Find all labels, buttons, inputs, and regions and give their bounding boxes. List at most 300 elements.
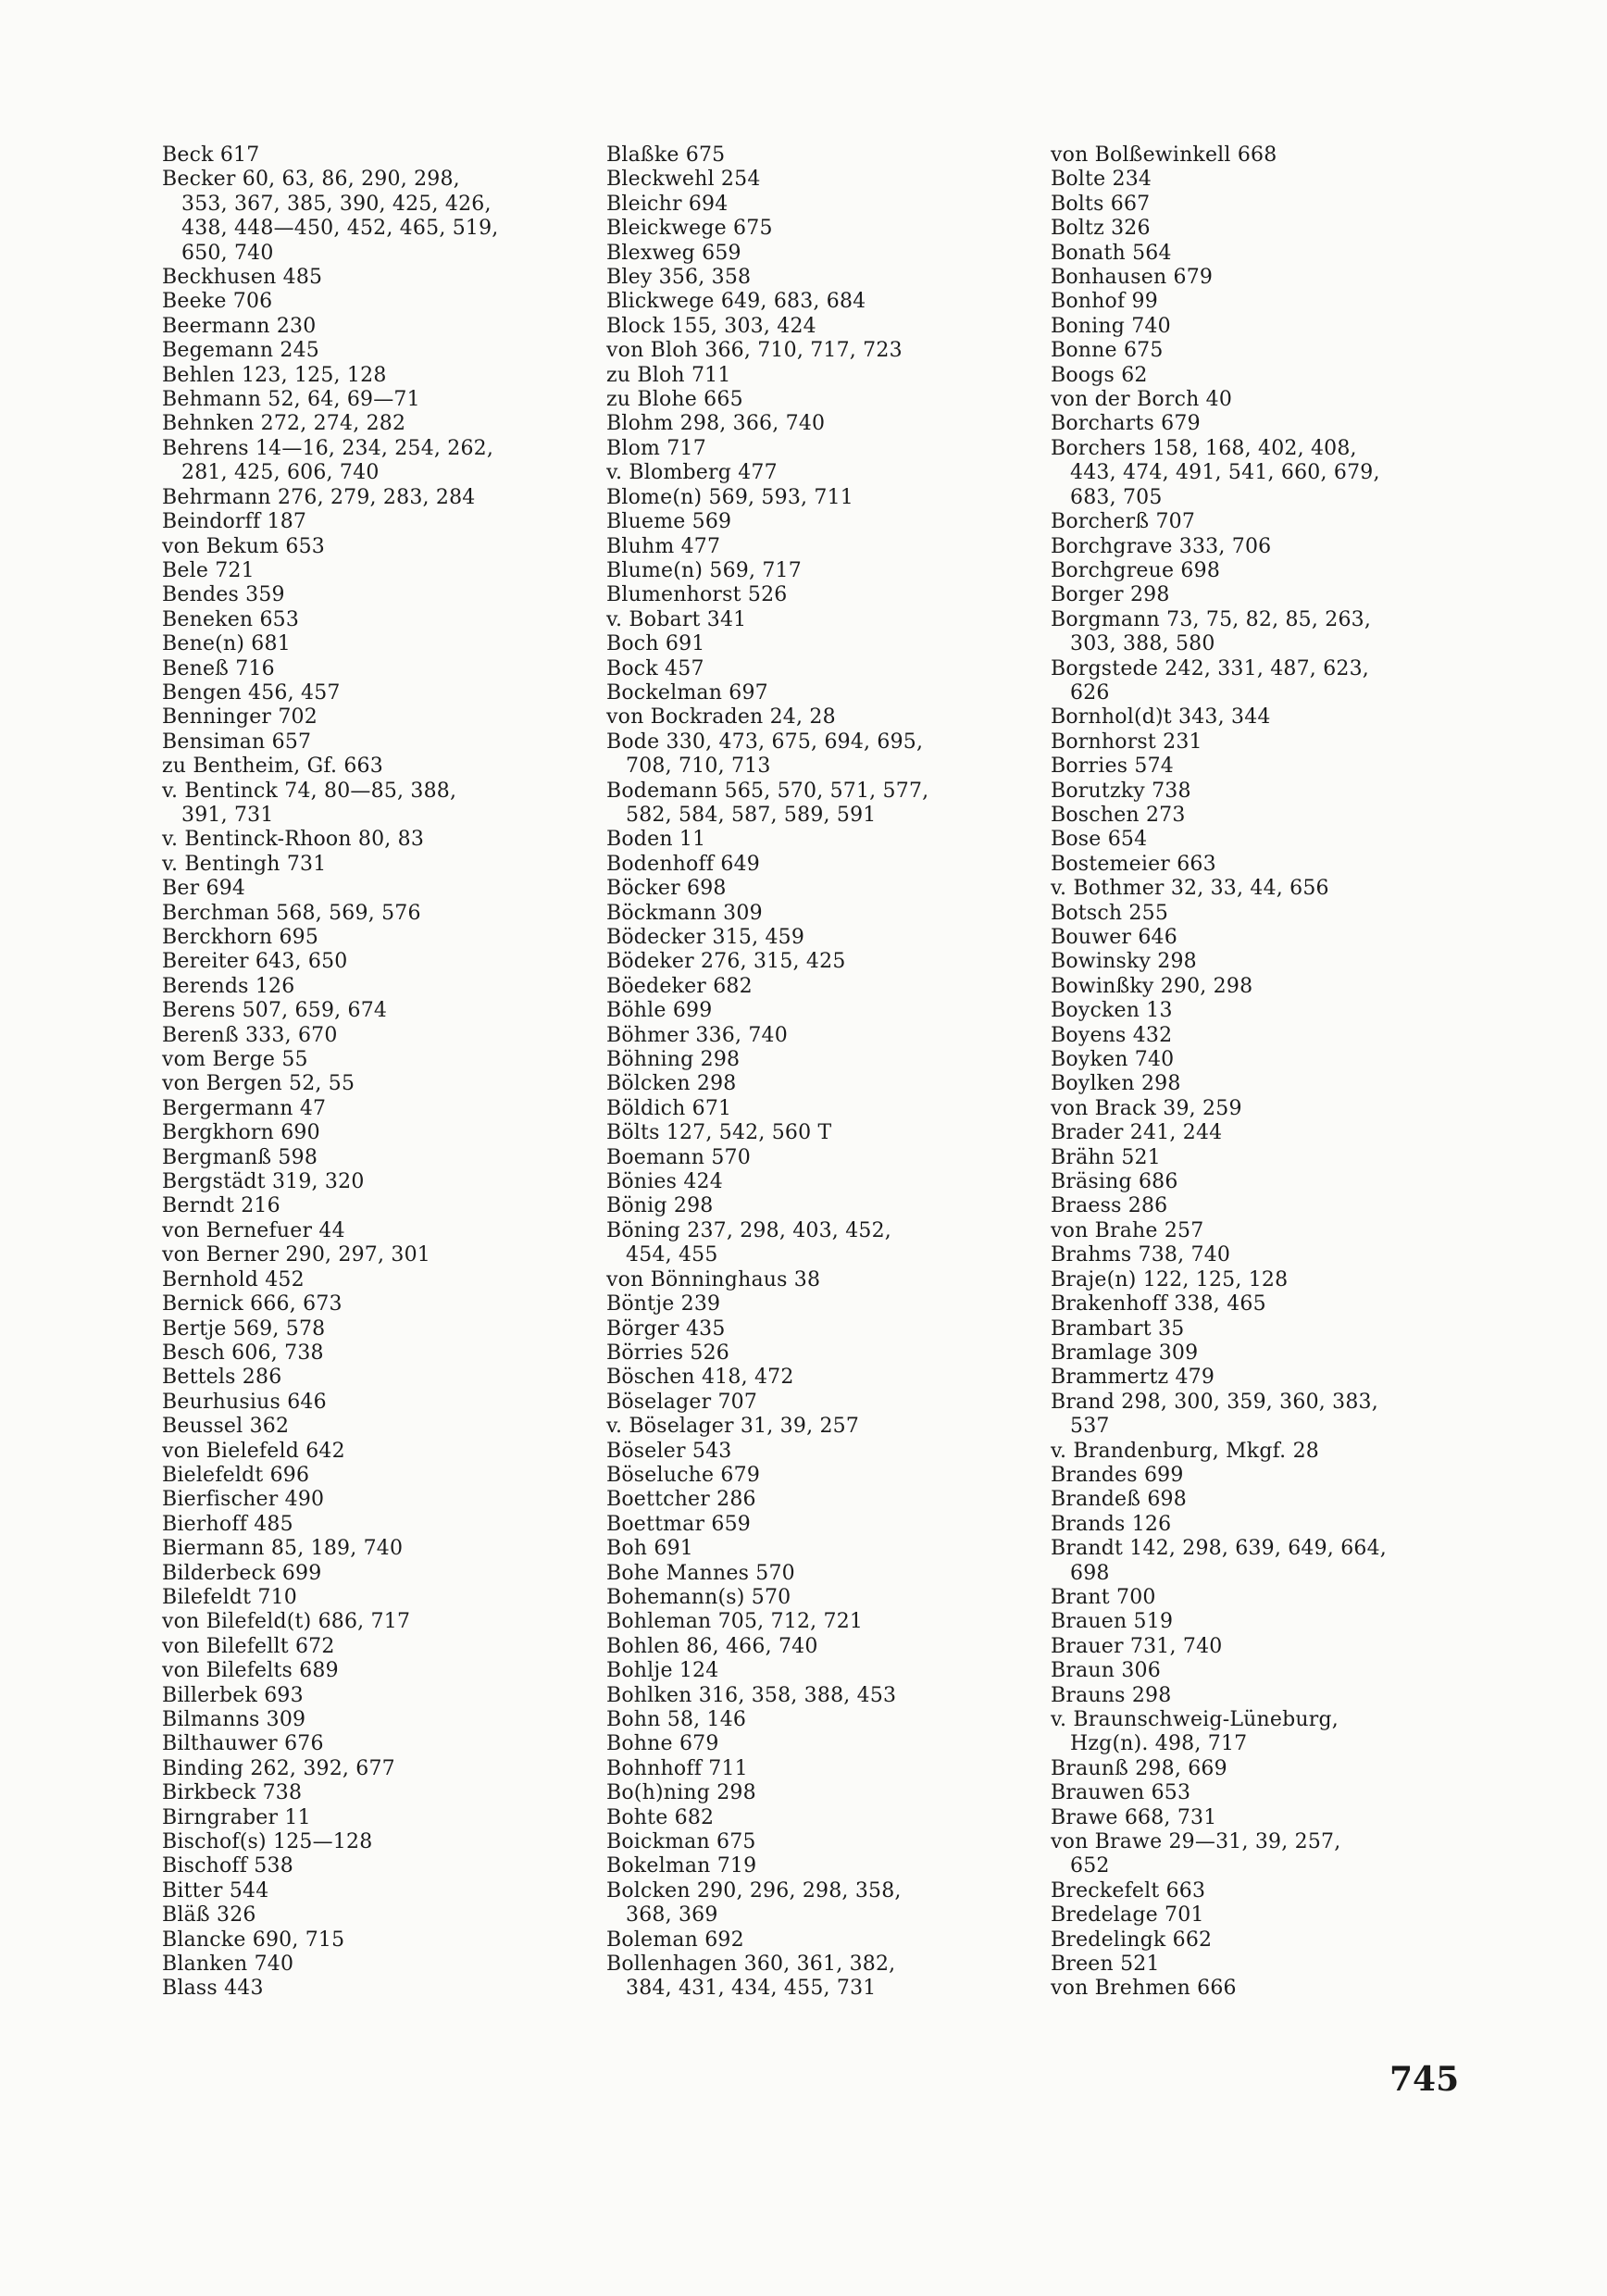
index-line: Böckmann 309 bbox=[606, 901, 763, 925]
index-entry bbox=[1051, 510, 1486, 534]
index-entry bbox=[162, 1537, 597, 1561]
index-line: von Bielefeld 642 bbox=[162, 1439, 345, 1463]
index-entry bbox=[606, 1830, 1041, 1854]
index-entry bbox=[1051, 315, 1486, 339]
index-entry bbox=[606, 1537, 1041, 1561]
index-entry bbox=[162, 1219, 597, 1243]
index-line: Billerbek 693 bbox=[162, 1683, 304, 1707]
index-entry bbox=[606, 1928, 1041, 1953]
index-line: Bolte 234 bbox=[1051, 168, 1152, 192]
index-entry bbox=[162, 1194, 597, 1218]
index-entry bbox=[606, 559, 1041, 583]
index-entry bbox=[162, 1610, 597, 1634]
index-line: Blanken 740 bbox=[162, 1953, 294, 1977]
index-entry bbox=[606, 1953, 1041, 2002]
index-line: Braess 286 bbox=[1051, 1194, 1168, 1218]
index-line: Bredelage 701 bbox=[1051, 1903, 1204, 1928]
index-entry bbox=[162, 1366, 597, 1390]
index-entry bbox=[1051, 1243, 1486, 1267]
index-line: Bonhausen 679 bbox=[1051, 266, 1214, 290]
index-line: Bokelman 719 bbox=[606, 1854, 757, 1878]
index-line: 650, 740 bbox=[181, 241, 274, 265]
index-entry bbox=[1051, 975, 1486, 999]
index-line: Boch 691 bbox=[606, 632, 705, 656]
index-line: Botsch 255 bbox=[1051, 901, 1169, 925]
index-line: Behmann 52, 64, 69—71 bbox=[162, 388, 420, 412]
index-entry bbox=[1051, 217, 1486, 241]
index-line: 582, 584, 587, 589, 591 bbox=[626, 803, 877, 827]
index-entry bbox=[1051, 535, 1486, 559]
index-line: Bohne 679 bbox=[606, 1732, 719, 1756]
index-line: Bley 356, 358 bbox=[606, 266, 752, 290]
index-entry bbox=[606, 1586, 1041, 1610]
index-entry bbox=[1051, 780, 1486, 804]
index-line: Böcker 698 bbox=[606, 877, 727, 901]
index-line: von Bolßewinkell 668 bbox=[1051, 144, 1277, 167]
index-line: Bilderbeck 699 bbox=[162, 1561, 322, 1585]
index-entry bbox=[162, 486, 597, 510]
index-line: von Brack 39, 259 bbox=[1051, 1096, 1242, 1120]
index-entry bbox=[162, 1977, 597, 2001]
index-line: Bödecker 315, 459 bbox=[606, 926, 805, 949]
index-line: Bohemann(s) 570 bbox=[606, 1585, 791, 1609]
index-entry bbox=[162, 1757, 597, 1781]
index-entry bbox=[1051, 339, 1486, 363]
index-line: Brandt 142, 298, 639, 649, 664, bbox=[1051, 1537, 1387, 1561]
index-entry bbox=[162, 583, 597, 607]
index-entry bbox=[162, 388, 597, 412]
index-entry bbox=[606, 217, 1041, 241]
index-entry bbox=[606, 266, 1041, 290]
index-line: Bergkhorn 690 bbox=[162, 1121, 320, 1145]
index-entry bbox=[606, 999, 1041, 1023]
index-entry bbox=[1051, 1097, 1486, 1121]
index-entry bbox=[606, 853, 1041, 877]
index-line: Beneß 716 bbox=[162, 656, 275, 680]
index-entry bbox=[606, 193, 1041, 217]
index-entry bbox=[1051, 1194, 1486, 1218]
index-line: Böseluche 679 bbox=[606, 1463, 761, 1487]
index-entry bbox=[1051, 437, 1486, 510]
index-entry bbox=[1051, 1366, 1486, 1390]
index-line: Brandeß 698 bbox=[1051, 1488, 1187, 1512]
index-entry bbox=[606, 1684, 1041, 1708]
index-line: Bohlken 316, 358, 388, 453 bbox=[606, 1683, 897, 1707]
index-line: Bolts 667 bbox=[1051, 192, 1151, 216]
index-line: Bohn 58, 146 bbox=[606, 1708, 747, 1731]
index-entry bbox=[606, 1317, 1041, 1341]
index-line: Brand 298, 300, 359, 360, 383, bbox=[1051, 1390, 1378, 1414]
index-line: Böseler 543 bbox=[606, 1439, 732, 1463]
index-line: Börger 435 bbox=[606, 1316, 726, 1341]
index-entry bbox=[162, 780, 597, 829]
index-line: Börries 526 bbox=[606, 1341, 729, 1365]
index-entry bbox=[162, 168, 597, 266]
index-line: Blume(n) 569, 717 bbox=[606, 558, 802, 582]
index-entry bbox=[162, 266, 597, 290]
index-entry bbox=[162, 1562, 597, 1586]
index-entry bbox=[1051, 1757, 1486, 1781]
index-line: 391, 731 bbox=[181, 803, 274, 827]
index-line: Blickwege 649, 683, 684 bbox=[606, 290, 866, 314]
index-line: Borgmann 73, 75, 82, 85, 263, bbox=[1051, 607, 1372, 631]
index-line: Borger 298 bbox=[1051, 583, 1170, 607]
index-line: Berens 507, 659, 674 bbox=[162, 999, 388, 1023]
index-entry bbox=[162, 290, 597, 314]
index-entry bbox=[606, 1781, 1041, 1805]
index-line: von Brawe 29—31, 39, 257, bbox=[1051, 1830, 1341, 1854]
index-entry bbox=[606, 1879, 1041, 1928]
index-entry bbox=[606, 315, 1041, 339]
index-line: 454, 455 bbox=[626, 1243, 718, 1267]
index-line: Blass 443 bbox=[162, 1977, 264, 2001]
index-line: Bleckwehl 254 bbox=[606, 168, 761, 192]
index-entry bbox=[606, 632, 1041, 656]
index-entry bbox=[162, 1121, 597, 1145]
index-entry bbox=[1051, 1121, 1486, 1145]
index-entry bbox=[1051, 1586, 1486, 1610]
index-line: Bouwer 646 bbox=[1051, 926, 1177, 949]
index-line: Hzg(n). 498, 717 bbox=[1070, 1732, 1248, 1756]
index-entry bbox=[1051, 1513, 1486, 1537]
index-line: von Bilefellt 672 bbox=[162, 1634, 335, 1658]
index-line: Bereiter 643, 650 bbox=[162, 950, 348, 974]
index-entry bbox=[162, 510, 597, 534]
index-line: Berckhorn 695 bbox=[162, 926, 319, 949]
index-line: von Bönninghaus 38 bbox=[606, 1267, 821, 1292]
index-entry bbox=[606, 1292, 1041, 1316]
index-entry bbox=[162, 1440, 597, 1464]
index-line: v. Bentingh 731 bbox=[162, 852, 327, 876]
index-line: Borcharts 679 bbox=[1051, 412, 1201, 436]
index-line: v. Bentinck-Rhoon 80, 83 bbox=[162, 828, 425, 852]
index-entry bbox=[1051, 1903, 1486, 1928]
index-line: Bödeker 276, 315, 425 bbox=[606, 950, 846, 974]
index-line: Borchgreue 698 bbox=[1051, 558, 1221, 582]
index-entry bbox=[1051, 1072, 1486, 1096]
index-entry bbox=[1051, 242, 1486, 266]
index-entry bbox=[162, 339, 597, 363]
index-line: Boemann 570 bbox=[606, 1145, 751, 1169]
index-line: Behnken 272, 274, 282 bbox=[162, 412, 406, 436]
index-entry bbox=[606, 1610, 1041, 1634]
index-line: Böldich 671 bbox=[606, 1096, 732, 1120]
index-entry bbox=[162, 1732, 597, 1756]
index-entry bbox=[162, 657, 597, 681]
index-line: Boettcher 286 bbox=[606, 1488, 756, 1512]
index-entry bbox=[1051, 1292, 1486, 1316]
index-line: Beurhusius 646 bbox=[162, 1390, 327, 1414]
index-line: 368, 369 bbox=[626, 1903, 718, 1928]
index-line: Bönig 298 bbox=[606, 1194, 714, 1218]
index-line: Bluhm 477 bbox=[606, 534, 721, 558]
index-line: Bohlje 124 bbox=[606, 1659, 719, 1683]
index-line: Bilefeldt 710 bbox=[162, 1585, 297, 1609]
index-entry bbox=[162, 535, 597, 559]
index-line: vom Berge 55 bbox=[162, 1048, 308, 1072]
index-line: Brawe 668, 731 bbox=[1051, 1805, 1217, 1829]
index-line: von Bergen 52, 55 bbox=[162, 1072, 355, 1096]
index-entry bbox=[1051, 168, 1486, 192]
index-entry bbox=[162, 1781, 597, 1805]
index-entry bbox=[162, 1953, 597, 1977]
index-line: Berchman 568, 569, 576 bbox=[162, 901, 421, 925]
index-line: 443, 474, 491, 541, 660, 679, bbox=[1070, 461, 1380, 485]
index-line: Bierhoff 485 bbox=[162, 1512, 293, 1536]
index-entry bbox=[1051, 1464, 1486, 1488]
index-entry bbox=[1051, 804, 1486, 828]
index-line: Blueme 569 bbox=[606, 510, 732, 534]
index-entry bbox=[606, 168, 1041, 192]
index-line: Beck 617 bbox=[162, 144, 260, 167]
index-line: Böschen 418, 472 bbox=[606, 1366, 794, 1390]
index-entry bbox=[1051, 1391, 1486, 1440]
index-line: Birngraber 11 bbox=[162, 1805, 311, 1829]
index-line: Blancke 690, 715 bbox=[162, 1928, 345, 1952]
index-line: Behlen 123, 125, 128 bbox=[162, 363, 387, 387]
index-entry bbox=[1051, 559, 1486, 583]
index-entry bbox=[162, 1635, 597, 1659]
index-entry bbox=[1051, 193, 1486, 217]
index-line: 652 bbox=[1070, 1854, 1110, 1878]
index-entry bbox=[606, 1341, 1041, 1366]
index-entry bbox=[1051, 1537, 1486, 1586]
index-line: 683, 705 bbox=[1070, 485, 1163, 509]
index-entry bbox=[162, 1586, 597, 1610]
index-entry bbox=[1051, 1024, 1486, 1048]
index-entry bbox=[162, 975, 597, 999]
index-entry bbox=[1051, 877, 1486, 901]
index-line: Bernick 666, 673 bbox=[162, 1292, 343, 1316]
index-line: Böhning 298 bbox=[606, 1048, 741, 1072]
index-line: Bölts 127, 542, 560 T bbox=[606, 1121, 832, 1145]
index-entry bbox=[1051, 853, 1486, 877]
index-line: Bonath 564 bbox=[1051, 241, 1172, 265]
index-line: Bonne 675 bbox=[1051, 339, 1164, 363]
index-line: Beneken 653 bbox=[162, 607, 300, 631]
index-entry bbox=[1051, 608, 1486, 657]
index-entry bbox=[162, 950, 597, 974]
index-line: Böedeker 682 bbox=[606, 974, 753, 998]
index-line: Bornhorst 231 bbox=[1051, 730, 1202, 754]
index-line: Blom 717 bbox=[606, 436, 706, 460]
index-entry bbox=[1051, 1268, 1486, 1292]
index-entry bbox=[606, 461, 1041, 485]
index-entry bbox=[1051, 144, 1486, 168]
index-entry bbox=[162, 1024, 597, 1048]
index-line: Brahms 738, 740 bbox=[1051, 1243, 1231, 1267]
index-entry bbox=[162, 730, 597, 755]
index-entry bbox=[606, 780, 1041, 829]
index-line: Bilmanns 309 bbox=[162, 1708, 306, 1731]
index-entry bbox=[1051, 1830, 1486, 1879]
index-line: Bostemeier 663 bbox=[1051, 852, 1216, 876]
index-line: Borcherß 707 bbox=[1051, 510, 1196, 534]
index-line: Becker 60, 63, 86, 290, 298, bbox=[162, 168, 460, 192]
index-entry bbox=[162, 1854, 597, 1878]
index-entry bbox=[1051, 364, 1486, 388]
index-line: Bleickwege 675 bbox=[606, 217, 773, 241]
index-line: Bläß 326 bbox=[162, 1903, 256, 1928]
index-line: Bo(h)ning 298 bbox=[606, 1781, 756, 1805]
index-line: Biermann 85, 189, 740 bbox=[162, 1537, 404, 1561]
index-line: Brands 126 bbox=[1051, 1512, 1172, 1536]
index-line: Bilthauwer 676 bbox=[162, 1732, 324, 1756]
index-line: Beussel 362 bbox=[162, 1415, 290, 1439]
index-line: Blexweg 659 bbox=[606, 241, 741, 265]
index-entry bbox=[606, 339, 1041, 363]
index-entry bbox=[162, 1146, 597, 1170]
index-line: von Bilefelts 689 bbox=[162, 1659, 339, 1683]
index-line: Bitter 544 bbox=[162, 1878, 269, 1903]
page-number: 745 bbox=[1389, 2060, 1460, 2099]
index-entry bbox=[606, 1806, 1041, 1830]
index-line: Böntje 239 bbox=[606, 1292, 721, 1316]
index-line: zu Bloh 711 bbox=[606, 363, 731, 387]
index-entry bbox=[162, 1391, 597, 1415]
index-line: 708, 710, 713 bbox=[626, 755, 771, 779]
index-line: Bischof(s) 125—128 bbox=[162, 1830, 373, 1854]
index-entry bbox=[162, 828, 597, 852]
index-line: Bowinßky 290, 298 bbox=[1051, 974, 1253, 998]
index-line: Böning 237, 298, 403, 452, bbox=[606, 1218, 891, 1242]
index-entry bbox=[1051, 755, 1486, 779]
index-line: Blohm 298, 366, 740 bbox=[606, 412, 826, 436]
index-entry bbox=[162, 1659, 597, 1683]
index-line: 353, 367, 385, 390, 425, 426, bbox=[181, 192, 492, 216]
index-line: von Bernefuer 44 bbox=[162, 1218, 345, 1242]
index-line: Bergstädt 319, 320 bbox=[162, 1170, 365, 1194]
index-entry bbox=[1051, 1806, 1486, 1830]
index-entry bbox=[606, 608, 1041, 632]
index-entry bbox=[606, 681, 1041, 705]
index-line: 384, 431, 434, 455, 731 bbox=[626, 1977, 877, 2001]
index-entry bbox=[606, 1415, 1041, 1439]
index-entry bbox=[606, 144, 1041, 168]
index-entry bbox=[162, 755, 597, 779]
index-entry bbox=[606, 1732, 1041, 1756]
index-entry bbox=[162, 364, 597, 388]
index-entry bbox=[606, 486, 1041, 510]
index-line: v. Brandenburg, Mkgf. 28 bbox=[1051, 1439, 1319, 1463]
index-entry bbox=[606, 1635, 1041, 1659]
index-line: Braunß 298, 669 bbox=[1051, 1756, 1227, 1780]
index-line: Binding 262, 392, 677 bbox=[162, 1756, 395, 1780]
index-line: v. Bentinck 74, 80—85, 388, bbox=[162, 779, 457, 803]
index-entry bbox=[606, 1440, 1041, 1464]
index-entry bbox=[606, 388, 1041, 412]
index-entry bbox=[1051, 388, 1486, 412]
index-entry bbox=[1051, 902, 1486, 926]
index-entry bbox=[606, 1097, 1041, 1121]
index-entry bbox=[162, 1341, 597, 1366]
index-line: Brähn 521 bbox=[1051, 1145, 1161, 1169]
index-entry bbox=[162, 1806, 597, 1830]
index-entry bbox=[606, 1072, 1041, 1096]
index-line: Beindorff 187 bbox=[162, 510, 307, 534]
index-entry bbox=[1051, 657, 1486, 706]
index-line: 626 bbox=[1070, 680, 1110, 705]
index-entry bbox=[606, 437, 1041, 461]
index-line: Bowinsky 298 bbox=[1051, 950, 1197, 974]
index-line: Boickman 675 bbox=[606, 1830, 756, 1854]
index-line: von Berner 290, 297, 301 bbox=[162, 1243, 430, 1267]
index-line: Beckhusen 485 bbox=[162, 266, 323, 290]
index-line: Bohleman 705, 712, 721 bbox=[606, 1610, 864, 1634]
index-line: Blome(n) 569, 593, 711 bbox=[606, 485, 854, 509]
index-line: Bönies 424 bbox=[606, 1170, 723, 1194]
index-entry bbox=[162, 1879, 597, 1903]
index-entry bbox=[1051, 1953, 1486, 1977]
index-entry bbox=[162, 608, 597, 632]
index-entry bbox=[606, 242, 1041, 266]
index-entry bbox=[162, 926, 597, 950]
index-line: Breen 521 bbox=[1051, 1953, 1160, 1977]
index-entry bbox=[606, 1170, 1041, 1194]
index-entry bbox=[606, 1562, 1041, 1586]
index-entry bbox=[606, 730, 1041, 780]
index-entry bbox=[606, 1146, 1041, 1170]
index-entry bbox=[606, 535, 1041, 559]
index-entry bbox=[1051, 705, 1486, 730]
index-line: Boning 740 bbox=[1051, 314, 1171, 338]
index-entry bbox=[606, 926, 1041, 950]
index-line: Bohe Mannes 570 bbox=[606, 1561, 795, 1585]
index-line: Beermann 230 bbox=[162, 314, 317, 338]
index-entry bbox=[1051, 1170, 1486, 1194]
index-line: Bernhold 452 bbox=[162, 1267, 305, 1292]
index-entry bbox=[606, 364, 1041, 388]
index-line: Bolcken 290, 296, 298, 358, bbox=[606, 1878, 902, 1903]
index-line: Böhle 699 bbox=[606, 999, 713, 1023]
index-line: Behrmann 276, 279, 283, 284 bbox=[162, 485, 476, 509]
index-line: Boschen 273 bbox=[1051, 803, 1186, 827]
index-entry bbox=[162, 144, 597, 168]
index-line: Böselager 707 bbox=[606, 1390, 758, 1414]
index-line: Bramlage 309 bbox=[1051, 1341, 1199, 1365]
index-entry bbox=[162, 1243, 597, 1267]
index-entry bbox=[606, 583, 1041, 607]
index-entry bbox=[1051, 1341, 1486, 1366]
index-line: v. Böselager 31, 39, 257 bbox=[606, 1415, 860, 1439]
index-line: Bock 457 bbox=[606, 656, 704, 680]
index-entry bbox=[162, 1830, 597, 1854]
index-entry bbox=[1051, 1610, 1486, 1634]
index-line: Bohnhoff 711 bbox=[606, 1756, 748, 1780]
index-line: Boleman 692 bbox=[606, 1928, 744, 1952]
index-line: Brandes 699 bbox=[1051, 1463, 1184, 1487]
index-entry bbox=[1051, 1146, 1486, 1170]
index-line: Bene(n) 681 bbox=[162, 632, 291, 656]
index-entry bbox=[606, 828, 1041, 852]
index-line: Boyens 432 bbox=[1051, 1023, 1173, 1047]
index-entry bbox=[1051, 1708, 1486, 1757]
index-entry bbox=[1051, 950, 1486, 974]
index-line: Bohte 682 bbox=[606, 1805, 715, 1829]
index-entry bbox=[606, 1488, 1041, 1512]
index-entry bbox=[1051, 1219, 1486, 1243]
index-line: 537 bbox=[1070, 1415, 1110, 1439]
index-entry bbox=[162, 412, 597, 436]
index-entry bbox=[162, 853, 597, 877]
index-entry bbox=[162, 1048, 597, 1072]
index-line: zu Blohe 665 bbox=[606, 388, 743, 412]
index-entry bbox=[606, 975, 1041, 999]
index-entry bbox=[606, 1048, 1041, 1072]
index-entry bbox=[162, 1097, 597, 1121]
index-line: Boylken 298 bbox=[1051, 1072, 1181, 1096]
index-entry bbox=[606, 1121, 1041, 1145]
